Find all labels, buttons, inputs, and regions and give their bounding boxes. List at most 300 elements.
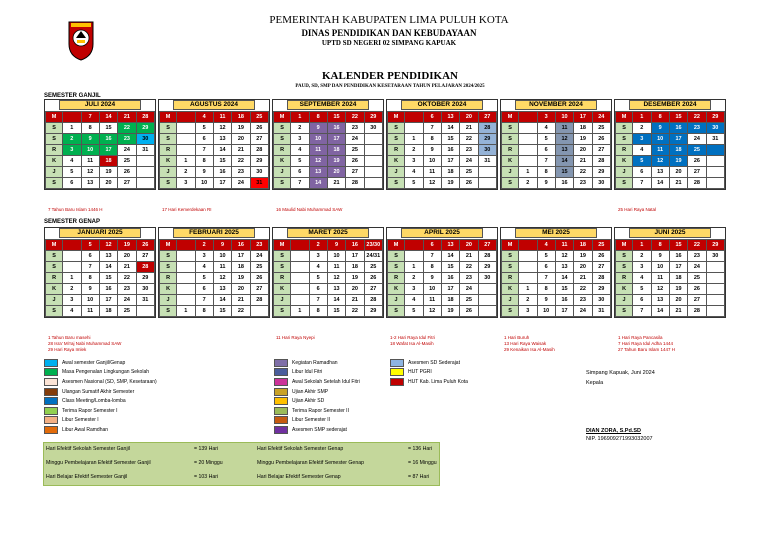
date-cell: 9 xyxy=(327,240,345,251)
day-name: R xyxy=(616,145,633,156)
legend-label: Terima Rapor Semester II xyxy=(292,407,349,414)
date-cell: 3 xyxy=(309,251,327,262)
day-name: S xyxy=(160,134,177,145)
header-line2: DINAS PENDIDIKAN DAN KEBUDAYAAN xyxy=(301,28,477,38)
legend-item xyxy=(274,425,360,435)
date-cell: 3 xyxy=(291,134,309,145)
date-cell: 14 xyxy=(99,112,117,123)
date-cell: 14 xyxy=(441,251,459,262)
month-notes xyxy=(48,335,121,353)
date-cell: 22 xyxy=(460,262,478,273)
date-cell: 25 xyxy=(460,295,478,306)
date-cell: 4 xyxy=(633,145,651,156)
date-cell: 28 xyxy=(592,273,610,284)
effective-value: = 139 Hari xyxy=(194,446,219,452)
date-cell: 8 xyxy=(537,284,555,295)
day-name: R xyxy=(616,273,633,284)
date-cell: 25 xyxy=(688,145,706,156)
date-cell xyxy=(706,273,724,284)
day-name: K xyxy=(46,284,63,295)
date-cell xyxy=(405,123,423,134)
date-cell: 24 xyxy=(688,134,706,145)
date-cell: 1 xyxy=(633,112,651,123)
month-title: SEPTEMBER 2024 xyxy=(287,100,369,110)
date-cell: 4 xyxy=(195,262,213,273)
date-cell: 7 xyxy=(195,145,213,156)
date-cell: 12 xyxy=(309,156,327,167)
date-cell: 24 xyxy=(346,134,364,145)
day-name: S xyxy=(388,123,405,134)
day-name: K xyxy=(274,156,291,167)
date-cell: 13 xyxy=(327,284,345,295)
date-cell xyxy=(63,112,81,123)
date-cell: 15 xyxy=(669,112,687,123)
holiday-note: 1 Tahun Baru masehi xyxy=(48,335,91,340)
day-name: J xyxy=(502,167,519,178)
date-cell: 20 xyxy=(118,251,136,262)
date-cell: 9 xyxy=(651,251,669,262)
date-cell: 30 xyxy=(478,273,496,284)
date-cell: 3 xyxy=(195,251,213,262)
effective-label: Minggu Pembelajaran Efektif Semester Ganjil xyxy=(46,460,151,466)
date-cell: 12 xyxy=(81,167,99,178)
date-cell: 24 xyxy=(250,251,268,262)
holiday-note: 29 Kenaikan Isa Al-Masih xyxy=(504,347,555,352)
date-cell: 17 xyxy=(99,295,117,306)
date-cell: 11 xyxy=(423,167,441,178)
header-line3: UPTD SD NEGERI 02 SIMPANG KAPUAK xyxy=(321,39,457,47)
date-cell: 2 xyxy=(519,178,537,189)
date-cell: 4 xyxy=(405,167,423,178)
date-cell: 13 xyxy=(213,134,231,145)
date-cell: 15 xyxy=(213,306,231,317)
date-cell: 11 xyxy=(213,262,231,273)
date-cell: 26 xyxy=(346,156,364,167)
date-cell: 18 xyxy=(232,262,250,273)
date-cell: 16 xyxy=(441,273,459,284)
date-cell: 11 xyxy=(213,112,231,123)
day-name: R xyxy=(46,273,63,284)
day-name: K xyxy=(616,156,633,167)
date-cell: 27 xyxy=(250,134,268,145)
date-cell: 2 xyxy=(633,123,651,134)
date-cell: 15 xyxy=(327,112,345,123)
date-cell: 25 xyxy=(250,112,268,123)
date-cell: 2 xyxy=(405,273,423,284)
day-name: S xyxy=(274,306,291,317)
legend-label: Ulangan Sumatif Akhir Semester xyxy=(62,388,135,395)
date-cell: 30 xyxy=(364,123,382,134)
date-cell: 21 xyxy=(118,262,136,273)
date-cell: 19 xyxy=(669,284,687,295)
date-cell: 12 xyxy=(213,273,231,284)
date-cell xyxy=(291,284,309,295)
day-name: R xyxy=(46,145,63,156)
month-title: APRIL 2025 xyxy=(401,228,483,238)
date-cell: 22 xyxy=(118,123,136,134)
date-cell: 9 xyxy=(195,167,213,178)
date-cell: 18 xyxy=(441,295,459,306)
legend-swatch xyxy=(390,378,404,386)
date-cell: 1 xyxy=(405,262,423,273)
holiday-note: 1 Hari Raya Pancasila xyxy=(618,335,663,340)
date-cell: 6 xyxy=(423,112,441,123)
legend-item xyxy=(44,377,157,387)
day-name: R xyxy=(274,273,291,284)
legend-item xyxy=(44,396,157,406)
date-cell: 25 xyxy=(688,273,706,284)
date-cell: 18 xyxy=(669,145,687,156)
date-cell xyxy=(63,251,81,262)
month-title: NOVEMBER 2024 xyxy=(515,100,597,110)
legend-label: HUT Kab. Lima Puluh Kota xyxy=(408,378,468,385)
day-name: K xyxy=(502,284,519,295)
date-cell xyxy=(177,123,195,134)
date-cell: 31 xyxy=(136,145,154,156)
legend-swatch xyxy=(44,397,58,405)
date-cell: 24 xyxy=(460,284,478,295)
date-cell: 17 xyxy=(669,134,687,145)
date-cell: 17 xyxy=(346,251,364,262)
day-name: S xyxy=(160,251,177,262)
date-cell: 23 xyxy=(460,145,478,156)
date-cell xyxy=(519,240,537,251)
effective-value: = 136 Hari xyxy=(408,446,433,452)
month-title: FEBRUARI 2025 xyxy=(173,228,255,238)
date-cell: 7 xyxy=(633,306,651,317)
date-cell: 2 xyxy=(633,251,651,262)
date-cell: 28 xyxy=(136,112,154,123)
date-cell: 26 xyxy=(688,284,706,295)
date-cell xyxy=(519,262,537,273)
date-cell: 10 xyxy=(423,284,441,295)
date-cell: 13 xyxy=(651,295,669,306)
date-cell: 27 xyxy=(346,167,364,178)
month-title: MEI 2025 xyxy=(515,228,597,238)
legend-item xyxy=(390,377,468,387)
date-cell xyxy=(519,134,537,145)
date-cell xyxy=(706,167,724,178)
date-cell: 22 xyxy=(688,240,706,251)
date-cell: 29 xyxy=(136,273,154,284)
date-cell: 13 xyxy=(309,167,327,178)
day-name: R xyxy=(388,273,405,284)
day-name: J xyxy=(388,167,405,178)
date-cell: 26 xyxy=(250,123,268,134)
month-title: OKTOBER 2024 xyxy=(401,100,483,110)
date-cell: 22 xyxy=(460,134,478,145)
date-cell: 9 xyxy=(309,123,327,134)
signature-nip: NIP. 196909271993032007 xyxy=(586,436,653,442)
page-title: KALENDER PENDIDIKAN xyxy=(322,70,458,82)
effective-days-summary xyxy=(43,442,440,486)
month-title: JULI 2024 xyxy=(59,100,141,110)
legend-swatch xyxy=(44,426,58,434)
legend-label: Libur Semester II xyxy=(292,417,331,424)
date-cell xyxy=(177,251,195,262)
date-cell: 27 xyxy=(688,295,706,306)
day-name: K xyxy=(46,156,63,167)
date-cell: 5 xyxy=(633,284,651,295)
effective-value: = 87 Hari xyxy=(408,474,430,480)
day-name: S xyxy=(502,306,519,317)
date-cell: 31 xyxy=(250,178,268,189)
date-cell: 22 xyxy=(232,306,250,317)
legend-swatch xyxy=(44,368,58,376)
date-cell: 30 xyxy=(250,167,268,178)
date-cell xyxy=(177,145,195,156)
day-name: S xyxy=(616,178,633,189)
date-cell: 19 xyxy=(232,123,250,134)
date-cell: 19 xyxy=(232,273,250,284)
legend-label: Awal Sekolah Setelah Idul Fitri xyxy=(292,378,360,385)
day-name: S xyxy=(46,306,63,317)
month-calendar xyxy=(272,99,384,190)
date-cell: 17 xyxy=(99,145,117,156)
date-cell: 3 xyxy=(537,112,555,123)
date-cell: 5 xyxy=(291,156,309,167)
date-cell: 3 xyxy=(633,262,651,273)
date-cell: 20 xyxy=(669,295,687,306)
date-cell: 5 xyxy=(81,240,99,251)
month-calendar xyxy=(44,99,156,190)
date-cell xyxy=(177,273,195,284)
day-name: S xyxy=(160,262,177,273)
date-cell xyxy=(364,145,382,156)
date-cell: 26 xyxy=(592,251,610,262)
date-cell: 16 xyxy=(669,123,687,134)
day-name: S xyxy=(616,251,633,262)
date-cell: 29 xyxy=(478,134,496,145)
date-cell: 3 xyxy=(63,145,81,156)
legend-label: Ujian Akhir SMP xyxy=(292,388,329,395)
effective-value: = 20 Minggu xyxy=(194,460,223,466)
legend-swatch xyxy=(44,378,58,386)
date-cell: 7 xyxy=(537,156,555,167)
date-cell xyxy=(478,306,496,317)
date-cell: 24 xyxy=(574,306,592,317)
day-name: M xyxy=(616,240,633,251)
date-cell: 17 xyxy=(213,178,231,189)
date-cell xyxy=(177,284,195,295)
legend-item xyxy=(44,368,157,378)
date-cell: 24 xyxy=(118,295,136,306)
date-cell xyxy=(177,112,195,123)
date-cell: 25 xyxy=(592,123,610,134)
date-cell: 6 xyxy=(537,262,555,273)
date-cell: 31 xyxy=(592,306,610,317)
date-cell: 29 xyxy=(478,262,496,273)
date-cell: 5 xyxy=(405,178,423,189)
holiday-note: 29 Hari Raya Imlek xyxy=(48,347,87,352)
date-cell: 16 xyxy=(213,167,231,178)
date-cell: 8 xyxy=(195,306,213,317)
date-cell: 7 xyxy=(195,295,213,306)
date-cell: 4 xyxy=(195,112,213,123)
date-cell: 8 xyxy=(309,306,327,317)
date-cell: 3 xyxy=(633,134,651,145)
day-name: S xyxy=(46,123,63,134)
date-cell: 9 xyxy=(213,240,231,251)
date-cell xyxy=(706,306,724,317)
date-cell: 20 xyxy=(99,178,117,189)
legend-item xyxy=(274,396,360,406)
date-cell: 6 xyxy=(195,284,213,295)
day-name: S xyxy=(46,262,63,273)
holiday-note: 1 Hari Buruh xyxy=(504,335,530,340)
date-cell: 11 xyxy=(555,123,573,134)
date-cell: 6 xyxy=(537,145,555,156)
date-cell: 23 xyxy=(574,295,592,306)
date-cell: 8 xyxy=(423,262,441,273)
header-line1: PEMERINTAH KABUPATEN LIMA PULUH KOTA xyxy=(269,14,509,26)
day-name: R xyxy=(502,145,519,156)
effective-value: = 103 Hari xyxy=(194,474,219,480)
day-name: M xyxy=(388,112,405,123)
date-cell: 4 xyxy=(309,262,327,273)
date-cell: 25 xyxy=(118,156,136,167)
date-cell: 18 xyxy=(346,262,364,273)
date-cell: 12 xyxy=(423,178,441,189)
date-cell: 14 xyxy=(99,262,117,273)
date-cell xyxy=(291,295,309,306)
date-cell: 20 xyxy=(232,134,250,145)
date-cell: 18 xyxy=(99,156,117,167)
date-cell: 10 xyxy=(309,134,327,145)
date-cell: 19 xyxy=(441,306,459,317)
date-cell: 23 xyxy=(118,134,136,145)
day-name: S xyxy=(388,306,405,317)
date-cell: 1 xyxy=(633,240,651,251)
date-cell: 17 xyxy=(441,284,459,295)
legend-swatch xyxy=(274,416,288,424)
date-cell: 22 xyxy=(574,284,592,295)
date-cell: 18 xyxy=(99,306,117,317)
day-name: R xyxy=(274,145,291,156)
date-cell xyxy=(291,240,309,251)
date-cell: 1 xyxy=(291,306,309,317)
date-cell: 6 xyxy=(195,134,213,145)
day-name: M xyxy=(502,240,519,251)
legend-swatch xyxy=(390,359,404,367)
month-notes xyxy=(276,335,315,341)
date-cell: 19 xyxy=(574,134,592,145)
date-cell: 23 xyxy=(688,251,706,262)
date-cell xyxy=(706,262,724,273)
holiday-note: 28 Isra' Mi'raj Nabi Muhammad SAW xyxy=(48,341,122,346)
date-cell: 8 xyxy=(651,240,669,251)
date-cell: 27 xyxy=(364,284,382,295)
date-cell: 1 xyxy=(63,123,81,134)
date-cell: 20 xyxy=(669,167,687,178)
date-cell: 19 xyxy=(346,273,364,284)
holiday-note: 27 Tahun Baru Islam 1447 H xyxy=(618,347,675,352)
date-cell: 1 xyxy=(291,112,309,123)
date-cell xyxy=(136,156,154,167)
date-cell: 18 xyxy=(441,167,459,178)
date-cell: 12 xyxy=(99,240,117,251)
date-cell: 2 xyxy=(519,295,537,306)
legend-column-1 xyxy=(44,358,157,435)
date-cell: 10 xyxy=(555,112,573,123)
date-cell: 21 xyxy=(460,251,478,262)
date-cell: 8 xyxy=(81,273,99,284)
day-name: S xyxy=(46,134,63,145)
month-notes xyxy=(48,207,102,213)
date-cell: 25 xyxy=(592,240,610,251)
date-cell: 11 xyxy=(309,145,327,156)
date-cell xyxy=(706,178,724,189)
date-cell: 29 xyxy=(364,112,382,123)
date-cell: 23 xyxy=(460,273,478,284)
date-cell xyxy=(250,306,268,317)
legend-label: Libur Awal Ramdhan xyxy=(62,426,109,433)
month-calendar xyxy=(500,227,612,318)
date-cell: 2 xyxy=(177,167,195,178)
holiday-note: 25 Hari Raya Natal xyxy=(618,207,657,212)
date-cell: 20 xyxy=(574,262,592,273)
date-cell: 14 xyxy=(555,273,573,284)
legend-item xyxy=(44,416,157,426)
month-notes xyxy=(618,207,656,213)
date-cell: 8 xyxy=(81,123,99,134)
date-cell: 21 xyxy=(669,178,687,189)
day-name: R xyxy=(502,273,519,284)
date-cell: 12 xyxy=(555,134,573,145)
effective-label: Hari Belajar Efektif Semester Genap xyxy=(257,474,341,480)
date-cell xyxy=(291,262,309,273)
month-calendar xyxy=(500,99,612,190)
signature-name: DIAN ZORA, S.Pd.SD xyxy=(586,428,642,434)
date-cell: 16 xyxy=(327,123,345,134)
day-name: S xyxy=(388,178,405,189)
date-cell: 31 xyxy=(478,156,496,167)
date-cell: 9 xyxy=(423,273,441,284)
date-cell xyxy=(177,134,195,145)
month-title: MARET 2025 xyxy=(287,228,369,238)
day-name: M xyxy=(46,240,63,251)
date-cell xyxy=(63,262,81,273)
legend-swatch xyxy=(274,388,288,396)
date-cell: 8 xyxy=(423,134,441,145)
day-name: J xyxy=(160,295,177,306)
date-cell: 26 xyxy=(592,134,610,145)
date-cell: 1 xyxy=(63,273,81,284)
date-cell: 25 xyxy=(346,145,364,156)
date-cell: 29 xyxy=(364,306,382,317)
date-cell: 3 xyxy=(519,306,537,317)
page-subtitle: PAUD, SD, SMP DAN PENDIDIKAN KESETARAAN TAHUN PELAJARAN 2024/2025 xyxy=(295,84,485,89)
day-name: K xyxy=(616,284,633,295)
date-cell: 4 xyxy=(633,273,651,284)
legend-item xyxy=(274,416,360,426)
date-cell: 15 xyxy=(441,262,459,273)
date-cell: 18 xyxy=(232,112,250,123)
date-cell: 1 xyxy=(519,167,537,178)
day-name: K xyxy=(160,284,177,295)
month-calendar xyxy=(158,99,270,190)
date-cell: 19 xyxy=(327,156,345,167)
legend-item xyxy=(44,406,157,416)
day-name: R xyxy=(388,145,405,156)
day-name: S xyxy=(388,251,405,262)
date-cell: 28 xyxy=(688,178,706,189)
day-name: S xyxy=(46,178,63,189)
date-cell: 6 xyxy=(291,167,309,178)
date-cell: 24 xyxy=(118,145,136,156)
date-cell: 16 xyxy=(555,295,573,306)
date-cell: 28 xyxy=(364,295,382,306)
